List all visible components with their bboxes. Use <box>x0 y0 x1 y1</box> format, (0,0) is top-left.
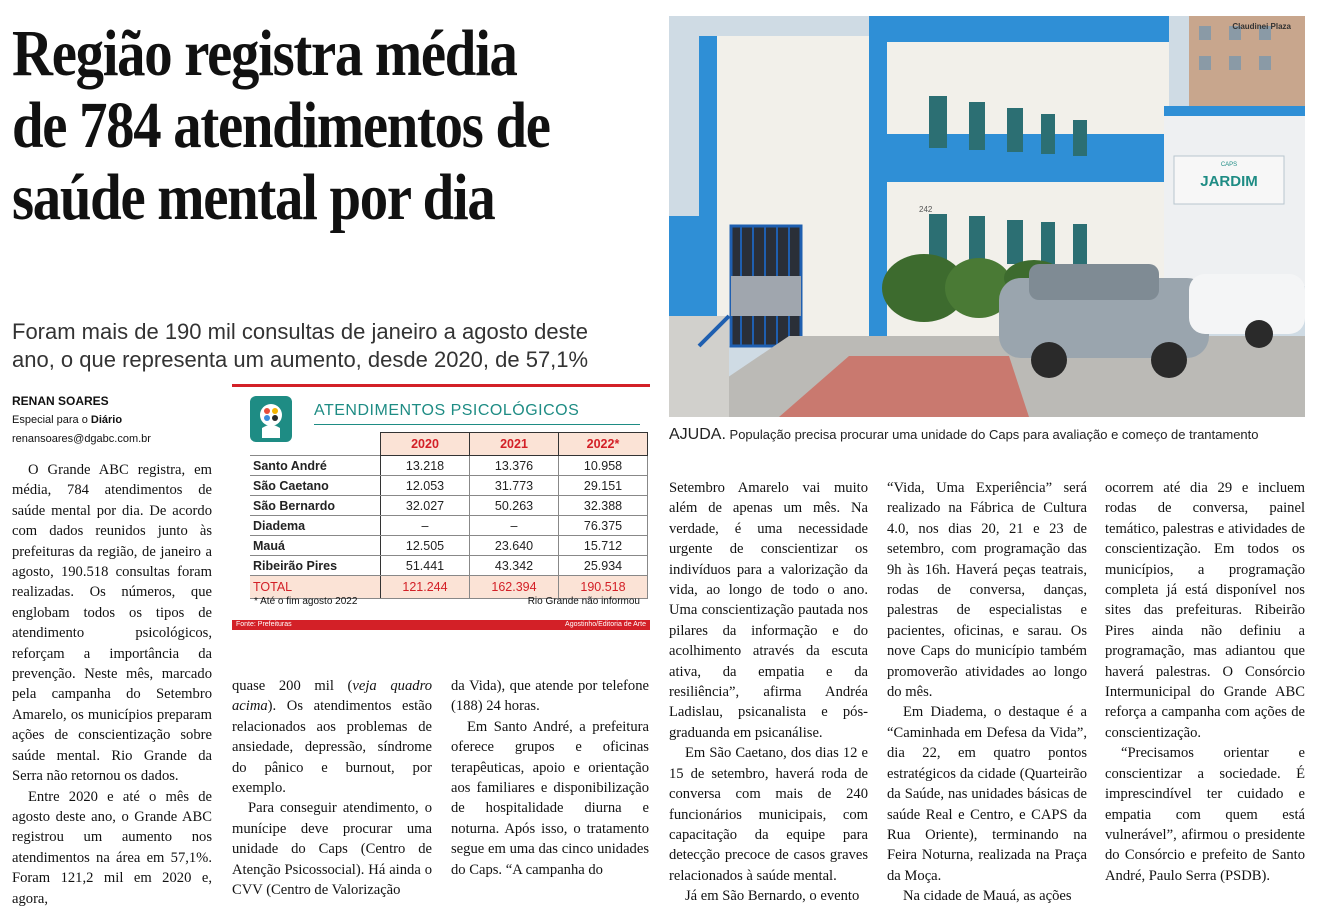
data-table <box>250 432 648 599</box>
headline-line-1: Região registra média <box>12 17 517 90</box>
photo-caption <box>669 426 1309 444</box>
author-name: RENAN SOARES <box>12 394 109 408</box>
cell: 31.773 <box>470 476 559 496</box>
article-column-1 <box>12 460 212 909</box>
cell: 10.958 <box>559 456 648 476</box>
paragraph <box>232 676 432 798</box>
table-source-bar <box>232 620 650 630</box>
cell: 23.640 <box>470 536 559 556</box>
cell: 32.027 <box>381 496 470 516</box>
paragraph: ocorrem até dia 29 e incluem rodas de conversa, painel temático, palestras e atividades de conscientização. Em todos os municípios, a programação completa já está disponível nos sites das prefeituras. Ribeirão Pires ainda não definiu a programação, mas adiantou que haverá palestras. O Consórcio Intermunicipal do Grande ABC reforça a campanha com ações de conscientização. <box>1105 480 1305 741</box>
text-run: quase 200 mil ( <box>232 678 353 694</box>
table-row <box>250 476 648 496</box>
article-column-5 <box>887 478 1087 907</box>
paragraph: da Vida), que atende por telefone (188) 24 horas. <box>451 678 649 715</box>
total-cell: 190.518 <box>559 576 648 599</box>
author-role <box>12 411 151 430</box>
table-title-rule <box>314 424 640 425</box>
cell: 29.151 <box>559 476 648 496</box>
cell: – <box>470 516 559 536</box>
caption-text: População precisa procurar uma unidade do Caps para avaliação e começo de trantamento <box>725 427 1259 442</box>
paragraph: Já em São Bernardo, o evento <box>685 888 860 905</box>
paragraph: Para conseguir atendimento, o munícipe deve procurar uma unidade do Caps (Centro de Atenção Psicossocial). Há ainda o CVV (Centro de Valorização <box>232 800 432 899</box>
row-label: São Caetano <box>250 476 381 496</box>
paragraph: O Grande ABC registra, em média, 784 atendimentos de saúde mental por dia. De acordo com dados reunidos junto às prefeituras da região, de janeiro a agosto, 190.518 consultas foram realizadas. Os números, que englobam todos os tipos de atendimento psicológicos, reforçam a importância da prevenção. Neste mês, marcado pela campanha do Setembro Amarelo, os municípios preparam ações de conscientização sobre saúde mental. Rio Grande da Serra não retornou os dados. <box>12 462 212 785</box>
cell: 15.712 <box>559 536 648 556</box>
paragraph: Na cidade de Mauá, as ações <box>903 888 1072 905</box>
total-cell: 162.394 <box>470 576 559 599</box>
building-number: 242 <box>919 205 933 214</box>
table-row <box>250 516 648 536</box>
row-label: São Bernardo <box>250 496 381 516</box>
cell: 50.263 <box>470 496 559 516</box>
cell: – <box>381 516 470 536</box>
data-table-box <box>232 384 650 632</box>
subtitle <box>12 318 652 374</box>
source-label: Fonte: Prefeituras <box>236 621 292 628</box>
cell: 13.376 <box>470 456 559 476</box>
cell: 25.934 <box>559 556 648 576</box>
table-header-blank <box>250 433 381 456</box>
photo-illustration <box>669 16 1305 417</box>
cell: 32.388 <box>559 496 648 516</box>
caption-kicker: AJUDA. <box>669 426 726 443</box>
table-title: ATENDIMENTOS PSICOLÓGICOS <box>314 402 580 419</box>
row-label: Ribeirão Pires <box>250 556 381 576</box>
row-label: Mauá <box>250 536 381 556</box>
photo-credit: Claudinei Plaza <box>1232 22 1291 31</box>
art-credit: Agostinho/Editoria de Arte <box>565 621 646 628</box>
total-label: TOTAL <box>250 576 381 599</box>
paragraph: “Precisamos orientar e conscientizar a sociedade. É imprescindível ter cuidado e empatia com quem está vulnerável”, afirmou o presidente do Consórcio e prefeito de Santo André, Paulo Serra (PSDB). <box>1105 745 1305 884</box>
sign-small-text: CAPS <box>1220 162 1238 168</box>
table-footnote: * Até o fim agosto 2022 <box>254 596 358 607</box>
text-run: ). Os atendimentos estão relacionados aos problemas de ansiedade, depressão, síndrome do pânico e burnout, por exemplo. <box>232 698 432 797</box>
sign-name-text: JARDIM <box>1200 173 1258 190</box>
paper-name: Diário <box>90 414 123 426</box>
total-cell: 121.244 <box>381 576 470 599</box>
paragraph: Em Santo André, a prefeitura oferece grupos e oficinas terapêuticas, apoio e orientação aos familiares e disponibilização de hospitalidade diurna e noturna. Após isso, o tratamento segue em uma das cinco unidades do Caps. “A campanha do <box>451 718 649 878</box>
row-label: Diadema <box>250 516 381 536</box>
byline <box>12 392 151 449</box>
photo-caps-building <box>669 16 1305 417</box>
cell: 51.441 <box>381 556 470 576</box>
subtitle-line-1: Foram mais de 190 mil consultas de janeiro a agosto deste <box>12 319 588 344</box>
column-header: 2022* <box>559 433 648 456</box>
article-column-6 <box>1105 478 1305 886</box>
subtitle-line-2: ano, o que representa um aumento, desde 2020, de 57,1% <box>12 347 589 372</box>
article-column-4 <box>669 478 868 907</box>
table-note-missing: Rio Grande não informou <box>527 596 640 607</box>
table-top-rule <box>232 384 650 387</box>
cell: 76.375 <box>559 516 648 536</box>
article-column-3 <box>451 676 649 880</box>
cell: 13.218 <box>381 456 470 476</box>
table-row <box>250 536 648 556</box>
text-run-italic: veja quadro acima <box>232 678 433 715</box>
table-row <box>250 456 648 476</box>
paragraph: “Vida, Uma Experiência” será realizado na Fábrica de Cultura 4.0, nos dias 20, 21 e 23 de setembro, com programação das 9h às 16h. Haverá peças teatrais, rodas de conversa, danças, palestras de especialistas e pacientes, oficinas, e sarau. Os nove Caps do município também promoverão atividades ao longo do mês. <box>887 480 1087 701</box>
author-email[interactable]: renansoares@dgabc.com.br <box>12 433 151 445</box>
row-label: Santo André <box>250 456 381 476</box>
column-header: 2021 <box>470 433 559 456</box>
table-row <box>250 496 648 516</box>
headline <box>12 18 666 234</box>
article-column-2 <box>232 676 432 900</box>
cell: 12.505 <box>381 536 470 556</box>
column-header: 2020 <box>381 433 470 456</box>
paragraph: Entre 2020 e até o mês de agosto deste ano, o Grande ABC registrou um aumento nos atendimentos na área em 57,1%. Foram 121,2 mil em 2020 e, agora, <box>12 788 212 907</box>
table-row <box>250 556 648 576</box>
paragraph: Setembro Amarelo vai muito além de apenas um mês. Na verdade, é uma necessidade urgente de conscientizar os indivíduos para a valorização da vida, ao longo de todo o ano. Uma conscientização pautada nos pilares da informação e do acolhimento através da escuta ativa, da empatia e da resiliência”, afirma Andréa Ladislau, psicanalista e pós-graduanda em psicanálise. <box>669 480 868 741</box>
paragraph: Em São Caetano, dos dias 12 e 15 de setembro, haverá roda de conversa com mais de 240 funcionários municipais, com capacitação da equipe para detecção precoce de casos graves relacionados à saúde mental. <box>669 745 868 884</box>
paragraph: Em Diadema, o destaque é a “Caminhada em Defesa da Vida”, dia 22, em quatro pontos estratégicos da cidade (Quarteirão da Saúde, nas unidades básicas de saúde Real e Centro, e CAPS da Rua Oriente), terminando na Feira Noturna, realizada na Praça da Moça. <box>887 704 1087 884</box>
cell: 43.342 <box>470 556 559 576</box>
headline-line-3: saúde mental por dia <box>12 161 495 234</box>
cell: 12.053 <box>381 476 470 496</box>
headline-line-2: de 784 atendimentos de <box>12 89 550 162</box>
table-header-row <box>250 433 648 456</box>
role-prefix: Especial para o <box>12 414 91 426</box>
